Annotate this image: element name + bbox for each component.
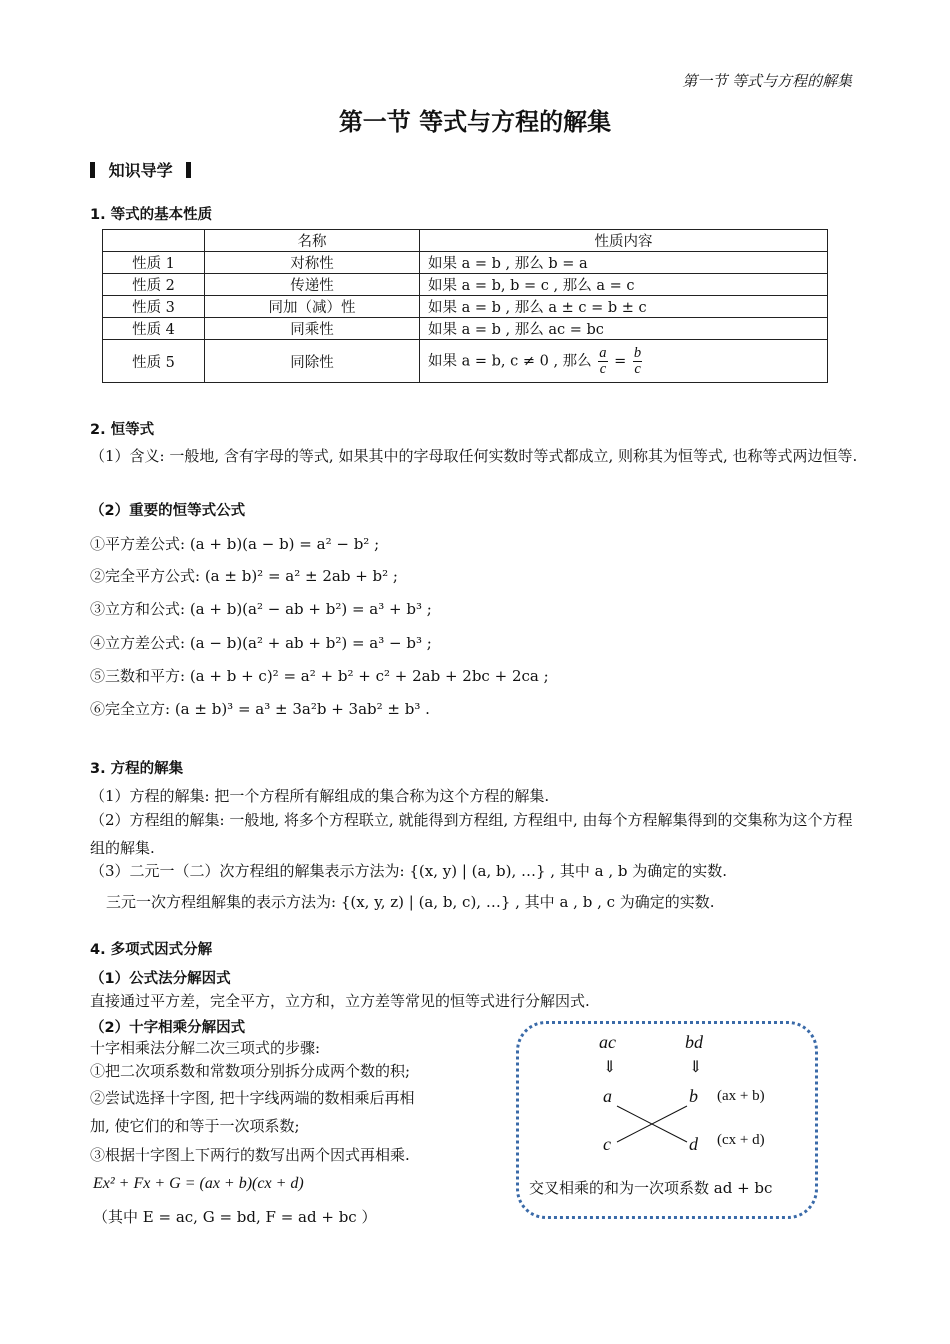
cross-method-note: （其中 E = ac, G = bd, F = ad + bc ）: [93, 1208, 377, 1226]
cross-method-step-2a: ②尝试选择十字图, 把十字线两端的数相乘后再相: [90, 1089, 415, 1107]
cross-multiplication-diagram: [516, 1021, 818, 1219]
cell-content: 如果 a = b , 那么 a ± c = b ± c: [420, 296, 828, 318]
page-title: 第一节 等式与方程的解集: [338, 108, 612, 136]
cross-method-step-2b: 加, 使它们的和等于一次项系数;: [90, 1117, 300, 1135]
diagram-b: b: [689, 1086, 698, 1106]
formula-sum-of-cubes: ③立方和公式: (a + b)(a² − ab + b²) = a³ + b³ ;: [90, 600, 432, 618]
fraction-right: [633, 346, 642, 377]
table-header-row: [103, 230, 828, 252]
formula-method-description: 直接通过平方差，完全平方，立方和，立方差等常见的恒等式进行分解因式.: [90, 992, 590, 1010]
cell-content: [420, 340, 828, 383]
diagram-top-right: bd: [685, 1032, 703, 1052]
formula-difference-of-squares: ①平方差公式: (a + b)(a − b) = a² − b² ;: [90, 535, 380, 553]
section-banner: [90, 158, 191, 181]
section-2-heading: 2. 恒等式: [90, 422, 155, 438]
two-variable-notation: （3）二元一（二）次方程组的解集表示方法为: {(x, y) | (a, b), …} , 其中 a , b 为确定的实数.: [90, 862, 727, 880]
banner-left-bar: [90, 162, 95, 178]
diagram-a: a: [603, 1086, 612, 1106]
table-row: [103, 296, 828, 318]
down-arrow-icon: ⇓: [603, 1057, 617, 1076]
diagram-top-left: ac: [599, 1032, 616, 1052]
diagram-factor-1: (ax + b): [717, 1088, 765, 1104]
table-row: [103, 318, 828, 340]
formula-perfect-square: ②完全平方公式: (a ± b)² = a² ± 2ab + b² ;: [90, 567, 398, 585]
table-header-empty: [103, 230, 205, 252]
fraction-denominator: c: [599, 360, 607, 377]
cell-name: 对称性: [205, 252, 420, 274]
formula-method-subheading: （1）公式法分解因式: [90, 971, 231, 987]
table-header-name: 名称: [205, 230, 420, 252]
running-header: 第一节 等式与方程的解集: [682, 72, 852, 90]
cell-content: 如果 a = b , 那么 ac = bc: [420, 318, 828, 340]
fraction-numerator: a: [599, 344, 607, 361]
section-1-heading: 1. 等式的基本性质: [90, 207, 213, 223]
section-4-heading: 4. 多项式因式分解: [90, 942, 213, 958]
cell-content: 如果 a = b , 那么 b = a: [420, 252, 828, 274]
diagram-c: c: [603, 1134, 611, 1154]
cross-method-step-3: ③根据十字图上下两行的数写出两个因式再相乘.: [90, 1146, 410, 1164]
diagram-d: d: [689, 1134, 698, 1154]
cross-method-step-intro: 十字相乘法分解二次三项式的步骤:: [90, 1039, 321, 1057]
cell-name: 传递性: [205, 274, 420, 296]
three-variable-notation: 三元一次方程组解集的表示方法为: {(x, y, z) | (a, b, c), …} , 其中 a , b , c 为确定的实数.: [106, 893, 715, 911]
table-row: [103, 340, 828, 383]
cell-name: 同乘性: [205, 318, 420, 340]
equals-sign: =: [614, 353, 627, 369]
properties-table: [102, 229, 828, 383]
banner-label: 知识导学: [108, 161, 173, 180]
identity-formulas-subheading: （2）重要的恒等式公式: [90, 503, 246, 519]
diagram-factor-2: (cx + d): [717, 1132, 765, 1148]
fraction-numerator: b: [633, 344, 642, 361]
cell-id: 性质 5: [103, 340, 205, 383]
system-solution-set-definition: （2）方程组的解集: 一般地, 将多个方程联立, 就能得到方程组, 方程组中, 由每个方程解集得到的交集称为这个方程组的解集.: [90, 811, 853, 857]
cross-method-step-1: ①把二次项系数和常数项分别拆分成两个数的积;: [90, 1062, 411, 1080]
solution-set-definition: （1）方程的解集: 把一个方程所有解组成的集合称为这个方程的解集.: [90, 787, 550, 805]
down-arrow-icon: ⇓: [689, 1057, 703, 1076]
cell-name: 同除性: [205, 340, 420, 383]
cell-content-prefix: 如果 a = b, c ≠ 0 , 那么: [428, 353, 592, 369]
cell-name: 同加（减）性: [205, 296, 420, 318]
table-header-content: 性质内容: [420, 230, 828, 252]
cell-id: 性质 1: [103, 252, 205, 274]
formula-difference-of-cubes: ④立方差公式: (a − b)(a² + ab + b²) = a³ − b³ ;: [90, 634, 432, 652]
cell-id: 性质 2: [103, 274, 205, 296]
formula-perfect-cube: ⑥完全立方: (a ± b)³ = a³ ± 3a²b + 3ab² ± b³ .: [90, 700, 430, 718]
table-row: [103, 252, 828, 274]
cell-id: 性质 3: [103, 296, 205, 318]
banner-right-bar: [186, 162, 191, 178]
identity-definition: （1）含义: 一般地, 含有字母的等式, 如果其中的字母取任何实数时等式都成立, 则称其为恒等式, 也称等式两边恒等.: [90, 447, 858, 465]
diagram-caption: 交叉相乘的和为一次项系数 ad + bc: [529, 1179, 773, 1197]
fraction-left: [598, 346, 607, 377]
formula-trinomial-square: ⑤三数和平方: (a + b + c)² = a² + b² + c² + 2ab + 2bc + 2ca ;: [90, 667, 549, 685]
cell-content: 如果 a = b, b = c , 那么 a = c: [420, 274, 828, 296]
cross-method-formula: Ex² + Fx + G = (ax + b)(cx + d): [93, 1175, 304, 1192]
fraction-denominator: c: [634, 360, 641, 377]
cross-method-subheading: （2）十字相乘分解因式: [90, 1020, 246, 1036]
cell-id: 性质 4: [103, 318, 205, 340]
table-row: [103, 274, 828, 296]
section-3-heading: 3. 方程的解集: [90, 761, 184, 777]
